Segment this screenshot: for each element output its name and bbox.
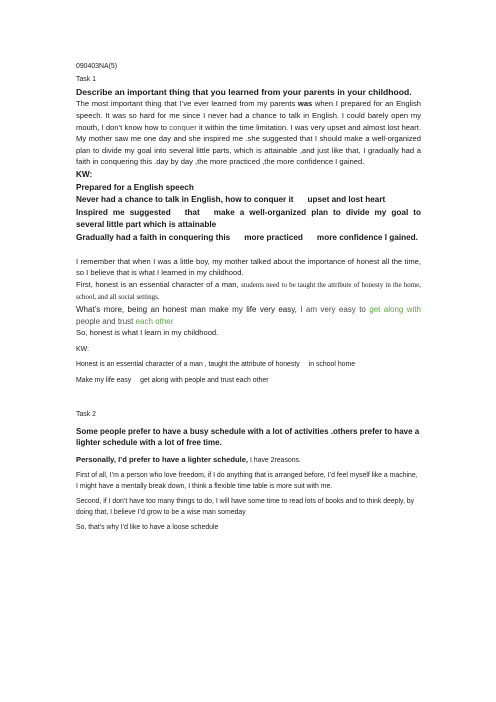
childhood-para-1: I remember that when I was a little boy, my mother talked about the importance of honest all the time, so I believe that is what I learned in my childhood. [76,256,421,278]
task2-heading: Some people prefer to have a busy schedule with a lot of activities .others prefer to have a lighter schedule with a lot of free time. [76,426,420,448]
task2-reason-2: Second, if I don’t have too many things to do, I will have some time to read lots of books and to think deeply, by doing that, I believe I’d grow to be a wise man someday [76,498,415,516]
task2-opinion: Personally, I’d prefer to have a lighter schedule, I have 2reasons. [76,454,301,464]
kw-line-1: Prepared for a English speech [76,182,194,192]
childhood-para-2: First, honest is an essential character of a man, students need to be taught the attribute of honesty in the home, school, and all social settings. [76,279,421,302]
childhood-para-3: What’s more, being an honest man make my life very easy, I am very easy to get along with people and trust each other [76,304,421,326]
kw-line-3: Inspired me suggested that make a well-organized plan to divide my goal to several little part which is attainable [76,207,421,230]
kw-line-2: Never had a chance to talk in English, how to conquer it upset and lost heart [76,195,386,205]
task2-conclusion: So, that’s why I’d like to have a loose schedule [76,524,219,531]
kw-line-4: Gradually had a faith in conquering this more practiced more confidence I gained. [76,232,418,242]
task1-heading: Describe an important thing that you learned from your parents in your childhood. [76,87,412,97]
doc-id: 090403NA(5) [76,63,117,70]
childhood-para-4: So, honest is what I learn in my childhood. [76,328,219,338]
task1-answer: The most important thing that I’ve ever learned from my parents was when I prepared for an English speech. It was so hard for me since I never had a chance to talk in English. I could barely open my mouth, I don’t know how to conquer it within the time limitation. I was very upset and almost lost heart. My mother saw me one day and she inspired me .she suggested that I should make a well-organized plan to divide my goal into several little parts, which is attainable ,and just like that, I gradually had a faith in conquering this .day by day ,the more practiced ,the more confidence I gained. [76,99,421,167]
kw2-label: KW: [76,345,89,353]
kw2-line-1: Honest is an essential character of a man , taught the attribute of honesty in school home [76,361,356,369]
kw-label: KW: [76,169,93,179]
kw2-line-2: Make my life easy get along with people and trust each other [76,376,269,384]
task2-reason-1: First of all, I’m a person who love freedom, if I do anything that is arranged before, I’d feel myself like a machine, I might have a mentally break down, I think a flexible time table is more suit with me. [76,472,418,490]
task2-label: Task 2 [76,411,96,419]
document-page [76,62,421,534]
task1-label: Task 1 [76,75,96,83]
